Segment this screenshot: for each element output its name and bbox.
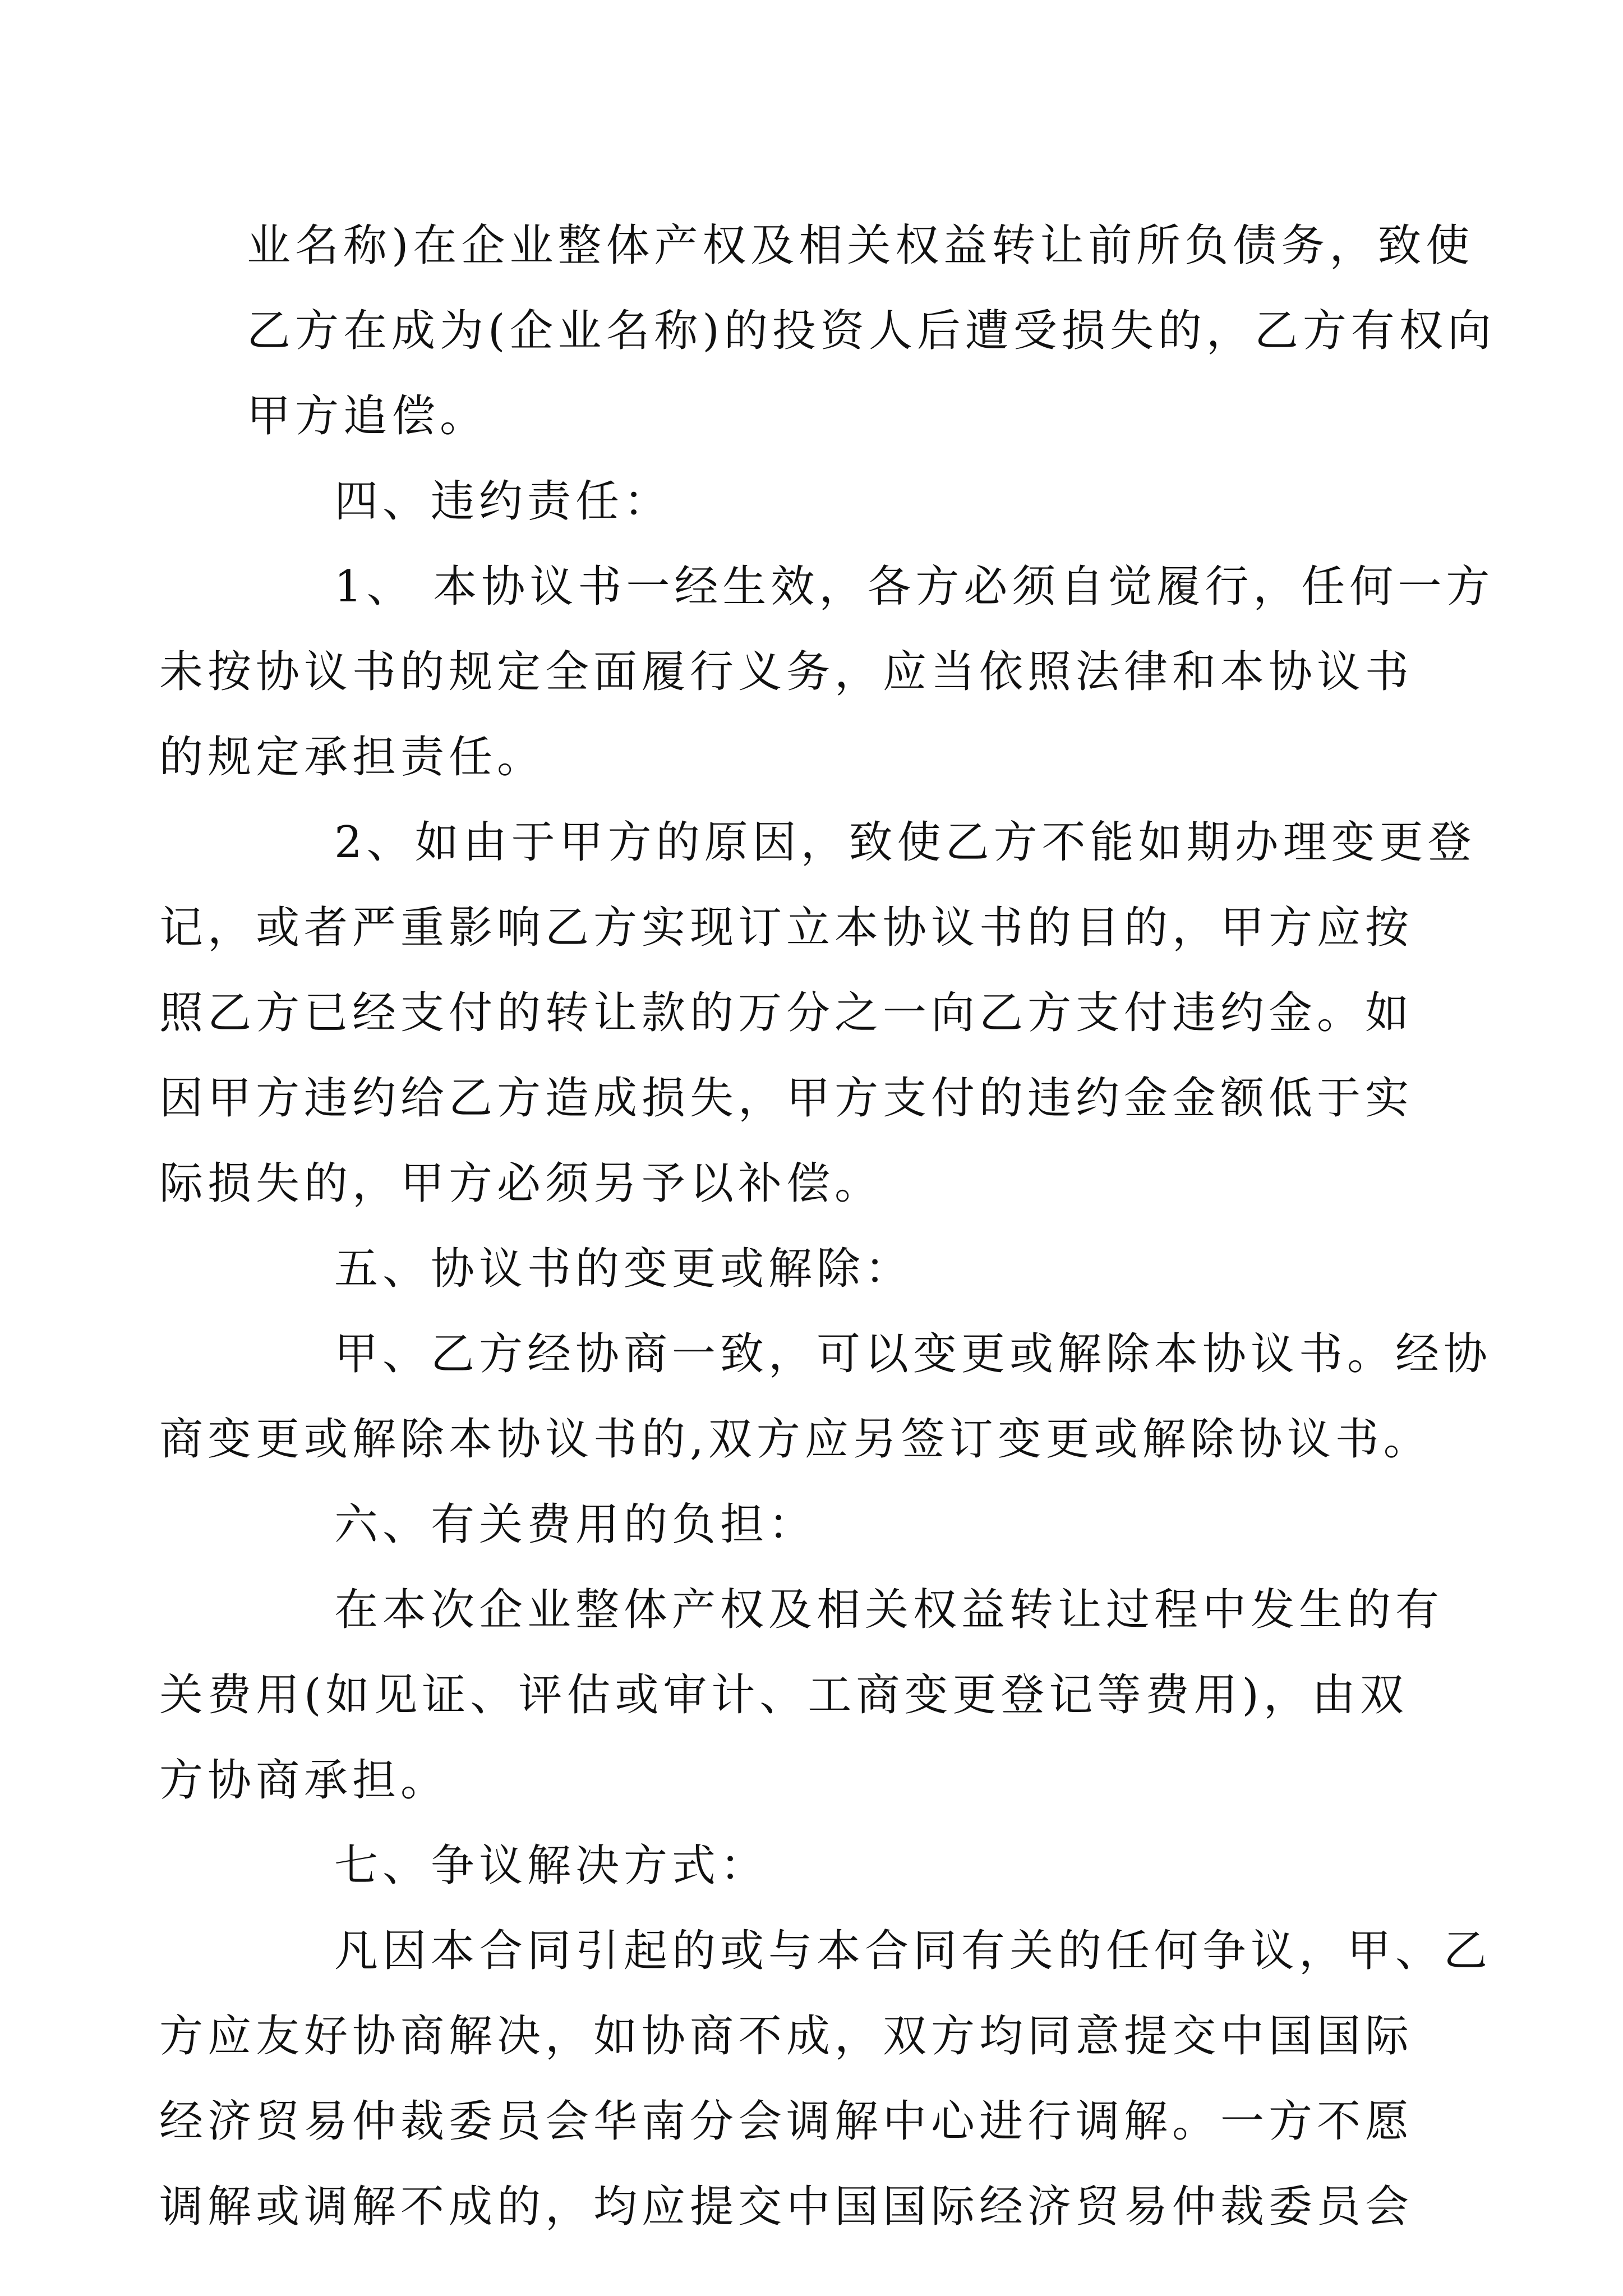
text-line: 因甲方违约给乙方造成损失，甲方支付的违约金金额低于实 — [159, 1073, 1414, 1124]
text-line: 关费用(如见证、评估或审计、工商变更登记等费用)，由双 — [159, 1670, 1408, 1720]
clause-paragraph — [159, 544, 1495, 800]
heading-text: 五、协议书的变更或解除： — [334, 1244, 914, 1294]
clause-paragraph — [159, 1312, 1492, 1482]
clause-paragraph — [159, 800, 1476, 1226]
clause-paragraph — [159, 1908, 1492, 2249]
continuation-paragraph — [247, 203, 1496, 459]
text-line: 方应友好协商解决，如协商不成，双方均同意提交中国国际 — [159, 2011, 1414, 2062]
text-line: 的规定承担责任。 — [159, 732, 546, 783]
text-line: 际损失的，甲方必须另予以补偿。 — [159, 1158, 883, 1209]
text-line: 在本次企业整体产权及相关权益转让过程中发生的有 — [334, 1585, 1444, 1635]
section-heading-breach — [247, 459, 1389, 544]
heading-text: 六、有关费用的负担： — [334, 1499, 817, 1550]
section-heading-dispute — [247, 1823, 1389, 1908]
text-line: 调解或调解不成的，均应提交中国国际经济贸易仲裁委员会 — [159, 2182, 1414, 2232]
text-line: 记，或者严重影响乙方实现订立本协议书的目的，甲方应按 — [159, 903, 1414, 953]
text-line: 凡因本合同引起的或与本合同有关的任何争议，甲、乙 — [334, 1926, 1492, 1976]
text-line: 未按协议书的规定全面履行义务，应当依照法律和本协议书 — [159, 647, 1414, 697]
heading-text: 七、争议解决方式： — [334, 1841, 769, 1891]
text-line: 方协商承担。 — [159, 1755, 449, 1806]
heading-text: 四、违约责任： — [334, 476, 672, 527]
text-line: 业名称)在企业整体产权及相关权益转让前所负债务，致使 — [247, 220, 1474, 271]
text-line: 甲方追偿。 — [247, 391, 488, 441]
text-line: 乙方在成为(企业名称)的投资人后遭受损失的，乙方有权向 — [247, 306, 1496, 356]
section-heading-amendment — [247, 1226, 1389, 1312]
text-line: 1、 本协议书一经生效，各方必须自觉履行，任何一方 — [334, 562, 1495, 612]
text-line: 2、如由于甲方的原因，致使乙方不能如期办理变更登 — [334, 817, 1476, 868]
text-line: 商变更或解除本协议书的,双方应另签订变更或解除协议书。 — [159, 1414, 1432, 1465]
text-line: 经济贸易仲裁委员会华南分会调解中心进行调解。一方不愿 — [159, 2096, 1414, 2147]
document-body — [159, 203, 1496, 2249]
section-heading-fees — [247, 1482, 1389, 1567]
text-line: 甲、乙方经协商一致，可以变更或解除本协议书。经协 — [334, 1329, 1492, 1379]
clause-paragraph — [159, 1567, 1444, 1823]
text-line: 照乙方已经支付的转让款的万分之一向乙方支付违约金。如 — [159, 988, 1414, 1038]
